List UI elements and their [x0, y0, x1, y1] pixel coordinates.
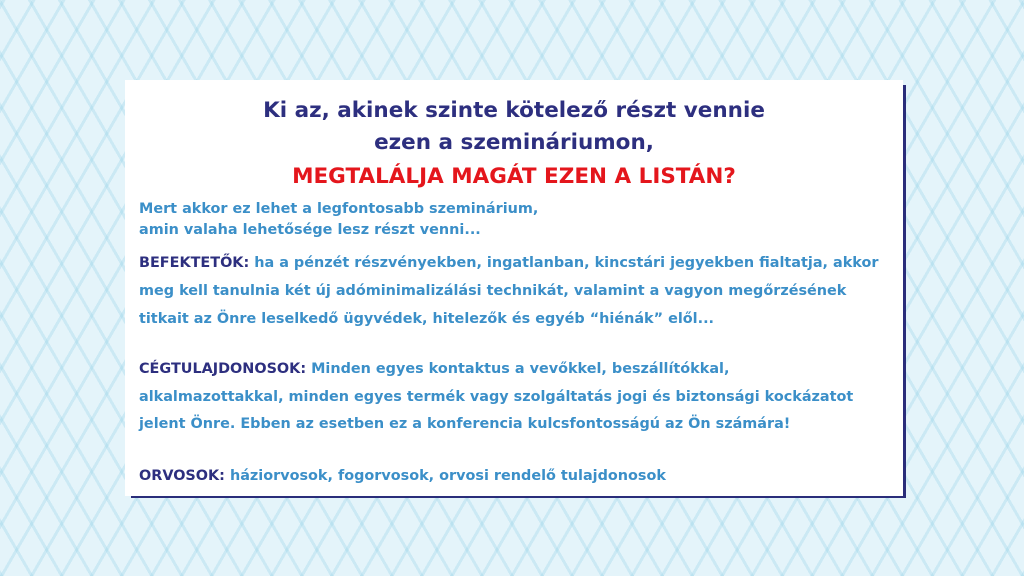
owners-text-1: Minden egyes kontaktus a vevőkkel, beszállítókkal, — [306, 361, 730, 377]
investors-line-2: meg kell tanulnia két új adóminimalizálási technikát, valamint a vagyon megőrzésének — [139, 283, 847, 299]
doctors-heading: ORVOSOK: — [139, 468, 225, 484]
doctors-text-1: háziorvosok, fogorvosok, orvosi rendelő tulajdonosok — [224, 468, 666, 484]
investors-text-1: ha a pénzét részvényekben, ingatlanban, kincstári jegyekben fialtatja, akkor — [249, 255, 879, 271]
intro-line-2: amin valaha lehetősége lesz részt venni... — [139, 222, 481, 238]
investors-heading: BEFEKTETŐK: — [139, 255, 250, 271]
owners-line-1 — [139, 361, 729, 377]
investors-line-3: titkait az Önre leselkedő ügyvédek, hitelezők és egyéb “hiénák” elől... — [139, 311, 715, 327]
owners-line-3: jelent Önre. Ebben az esetben ez a konferencia kulcsfontosságú az Ön számára! — [139, 416, 791, 432]
doctors-line-1 — [139, 468, 666, 484]
investors-line-1 — [139, 255, 878, 271]
headline-line-1: Ki az, akinek szinte kötelező részt vennie — [263, 98, 765, 123]
headline-line-2: ezen a szemináriumon, — [374, 130, 654, 155]
owners-heading: CÉGTULAJDONOSOK: — [139, 361, 307, 377]
intro-line-1: Mert akkor ez lehet a legfontosabb szeminárium, — [139, 201, 539, 217]
owners-line-2: alkalmazottakkal, minden egyes termék vagy szolgáltatás jogi és biztonsági kockázatot — [139, 389, 854, 405]
headline-line-3-highlight: MEGTALÁLJA MAGÁT EZEN A LISTÁN? — [292, 164, 736, 189]
